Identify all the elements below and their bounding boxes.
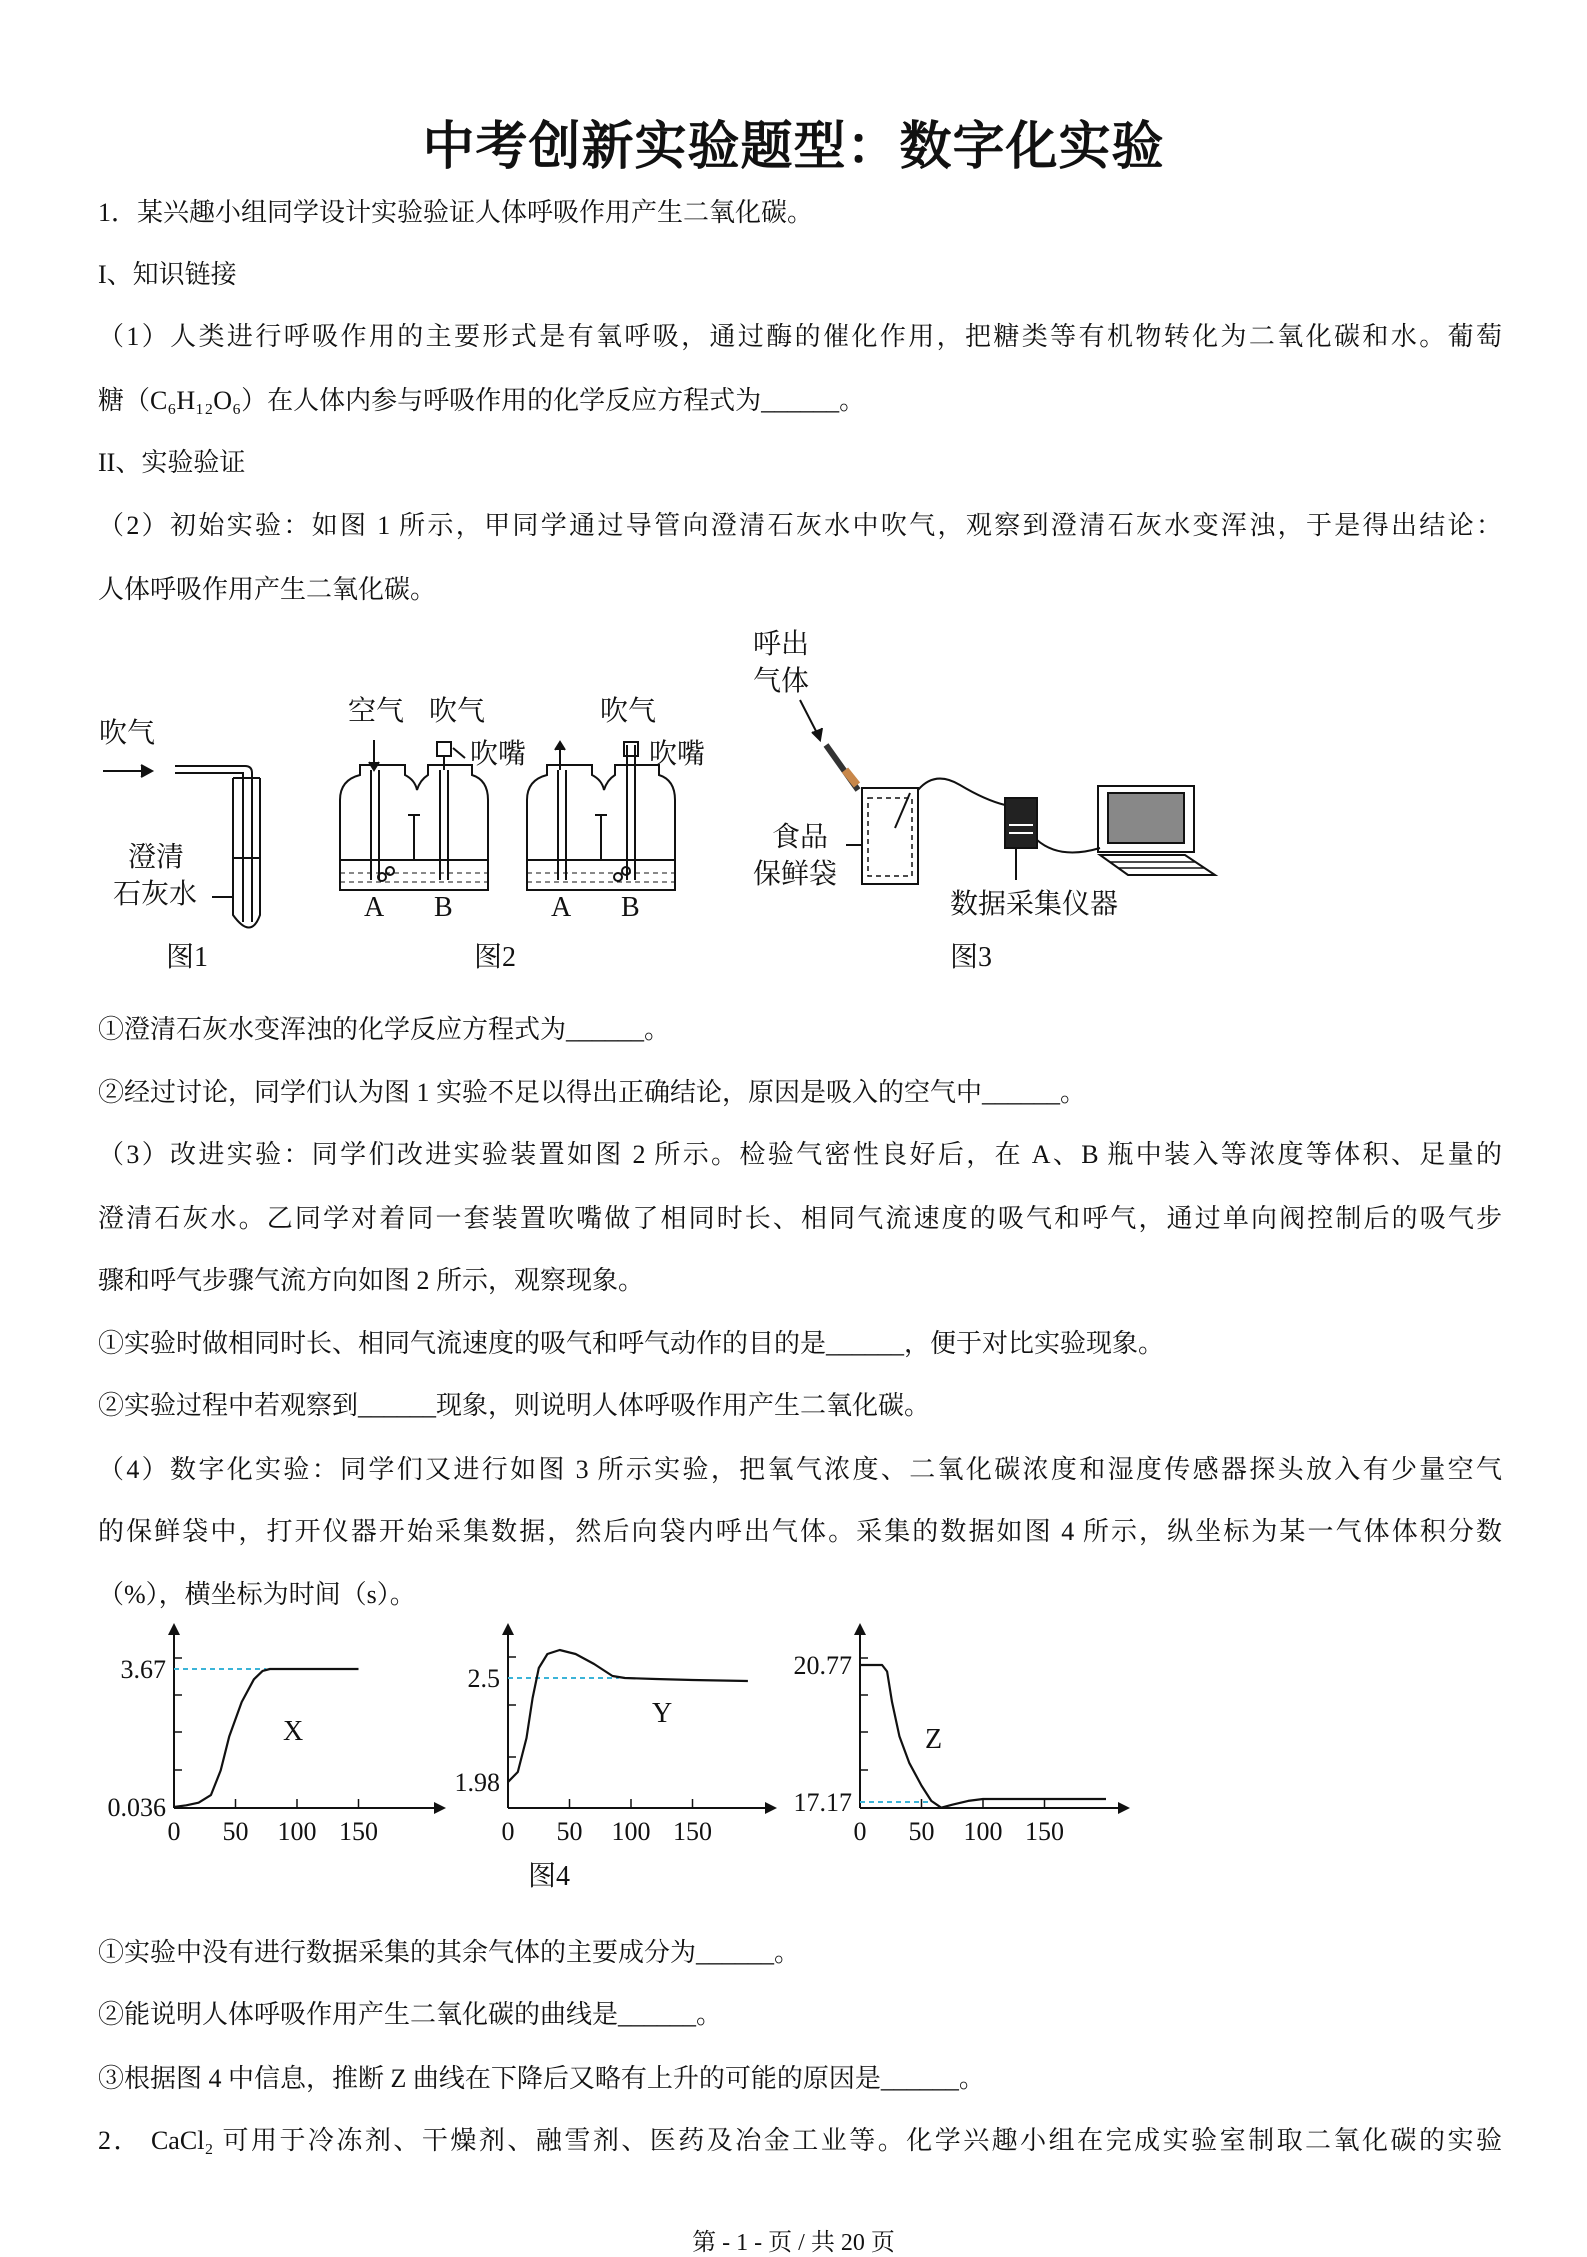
chart-X bbox=[108, 1623, 447, 1846]
series-label: Z bbox=[925, 1724, 943, 1755]
y-tick-label: 1.98 bbox=[454, 1768, 500, 1797]
y-axis-arrow bbox=[854, 1623, 866, 1635]
x-tick-label: 150 bbox=[339, 1817, 378, 1846]
fig1-lime-label: 澄清 bbox=[128, 842, 185, 873]
question-text: ③根据图 4 中信息，推断 Z 曲线在下降后又略有上升的可能的原因是______。 bbox=[98, 2064, 985, 2093]
question-text: ①实验时做相同时长、相同气流速度的吸气和呼气动作的目的是______，便于对比实验现象。 bbox=[98, 1329, 1165, 1358]
x-tick-label: 150 bbox=[1025, 1817, 1064, 1846]
x-tick-label: 0 bbox=[501, 1817, 515, 1846]
fig1-caption: 图1 bbox=[166, 942, 209, 973]
curve-X bbox=[174, 1669, 359, 1807]
curve-Y bbox=[508, 1650, 748, 1782]
section-heading: I、知识链接 bbox=[98, 260, 237, 289]
section-heading: II、实验验证 bbox=[98, 448, 246, 477]
question-text: ②实验过程中若观察到______现象，则说明人体呼吸作用产生二氧化碳。 bbox=[98, 1391, 931, 1420]
chart-Z bbox=[794, 1623, 1131, 1846]
question-text: （%），横坐标为时间（s）。 bbox=[98, 1580, 416, 1609]
page-title: 中考创新实验题型：数字化实验 bbox=[422, 119, 1165, 176]
question-text: ②经过讨论，同学们认为图 1 实验不足以得出正确结论，原因是吸入的空气中______。 bbox=[98, 1078, 1087, 1107]
question-text: 骤和呼气步骤气流方向如图 2 所示，观察现象。 bbox=[98, 1266, 645, 1295]
x-tick-label: 100 bbox=[277, 1817, 317, 1846]
bottle-b-label: B bbox=[621, 892, 640, 923]
x-tick-label: 150 bbox=[673, 1817, 712, 1846]
x-tick-label: 100 bbox=[611, 1817, 651, 1846]
fig3-exhale-label: 呼出 bbox=[753, 629, 810, 660]
bottle-a-label: A bbox=[364, 892, 385, 923]
fig2-blow-label: 吹气 bbox=[429, 696, 486, 727]
fig3-device-label: 数据采集仪器 bbox=[950, 889, 1119, 920]
question-text: （1）人类进行呼吸作用的主要形式是有氧呼吸，通过酶的催化作用，把糖类等有机物转化为二氧化碳和水。葡萄 bbox=[98, 322, 1502, 351]
question-text: 澄清石灰水。乙同学对着同一套装置吹嘴做了相同时长、相同气流速度的吸气和呼气，通过单向阀控制后的吸气步 bbox=[98, 1204, 1502, 1233]
series-label: Y bbox=[652, 1698, 673, 1729]
question-text: 人体呼吸作用产生二氧化碳。 bbox=[98, 575, 437, 604]
question-text: （4）数字化实验：同学们又进行如图 3 所示实验，把氧气浓度、二氧化碳浓度和湿度传感器探头放入有少量空气 bbox=[98, 1455, 1502, 1484]
question-text: 的保鲜袋中，打开仪器开始采集数据，然后向袋内呼出气体。采集的数据如图 4 所示，纵坐标为某一气体体积分数 bbox=[98, 1517, 1502, 1546]
y-axis-arrow bbox=[168, 1623, 180, 1635]
bottle-b-label: B bbox=[434, 892, 453, 923]
question-text: 糖（C₆H₁₂O₆）在人体内参与呼吸作用的化学反应方程式为______。 bbox=[98, 386, 866, 415]
question-text: ②能说明人体呼吸作用产生二氧化碳的曲线是______。 bbox=[98, 2000, 723, 2029]
fig3-bag-label: 保鲜袋 bbox=[753, 859, 838, 890]
x-tick-label: 50 bbox=[908, 1817, 935, 1846]
y-tick-label: 2.5 bbox=[467, 1664, 500, 1693]
x-axis-arrow bbox=[1118, 1802, 1130, 1814]
x-tick-label: 0 bbox=[167, 1817, 181, 1846]
curve-Z bbox=[860, 1665, 1106, 1808]
question-1-stem: 1．某兴趣小组同学设计实验验证人体呼吸作用产生二氧化碳。 bbox=[98, 198, 814, 227]
x-axis-arrow bbox=[434, 1802, 446, 1814]
x-tick-label: 50 bbox=[222, 1817, 249, 1846]
y-tick-label: 3.67 bbox=[120, 1655, 166, 1684]
question-2-stem: 2． CaCl₂ 可用于冷冻剂、干燥剂、融雪剂、医药及冶金工业等。化学兴趣小组在完成实验室制取二氧化碳的实验 bbox=[98, 2126, 1502, 2155]
y-tick-label: 17.17 bbox=[793, 1788, 852, 1817]
series-label: X bbox=[283, 1716, 304, 1747]
y-axis-arrow bbox=[502, 1623, 514, 1635]
fig3-exhale-label: 气体 bbox=[753, 666, 810, 697]
chart-Y bbox=[455, 1623, 778, 1846]
fig2-mouthpiece-label: 吹嘴 bbox=[649, 739, 706, 770]
x-tick-label: 0 bbox=[853, 1817, 867, 1846]
fig1-lime-label: 石灰水 bbox=[113, 879, 198, 910]
fig1-blow-label: 吹气 bbox=[99, 718, 156, 749]
fig2-mouthpiece-label: 吹嘴 bbox=[470, 739, 527, 770]
bottle-a-label: A bbox=[551, 892, 572, 923]
fig2-caption: 图2 bbox=[474, 942, 517, 973]
page-footer: 第 - 1 - 页 / 共 20 页 bbox=[692, 2230, 895, 2256]
fig2-air-label: 空气 bbox=[348, 696, 405, 727]
question-text: （3）改进实验：同学们改进实验装置如图 2 所示。检验气密性良好后，在 A、B 瓶中装入等浓度等体积、足量的 bbox=[98, 1140, 1502, 1169]
x-tick-label: 50 bbox=[556, 1817, 583, 1846]
question-text: ①澄清石灰水变浑浊的化学反应方程式为______。 bbox=[98, 1015, 671, 1044]
fig3-bag-label: 食品 bbox=[772, 822, 829, 853]
fig2-blow-label: 吹气 bbox=[600, 696, 657, 727]
x-axis-arrow bbox=[765, 1802, 777, 1814]
question-text: ①实验中没有进行数据采集的其余气体的主要成分为______。 bbox=[98, 1938, 801, 1967]
fig3-caption: 图3 bbox=[950, 942, 993, 973]
fig4-caption: 图4 bbox=[528, 1861, 571, 1892]
x-tick-label: 100 bbox=[963, 1817, 1003, 1846]
question-text: （2）初始实验：如图 1 所示，甲同学通过导管向澄清石灰水中吹气，观察到澄清石灰水变浑浊，于是得出结论： bbox=[98, 511, 1502, 540]
y-tick-label: 20.77 bbox=[793, 1651, 852, 1680]
y-tick-label: 0.036 bbox=[107, 1793, 166, 1822]
